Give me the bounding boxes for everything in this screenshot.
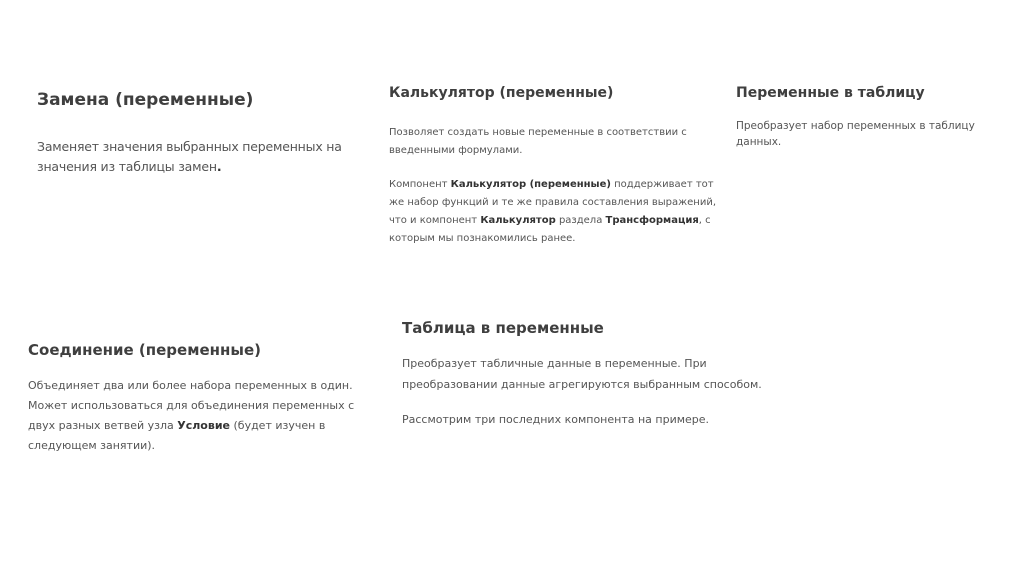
block-text: Преобразует табличные данные в переменные. При преобразовании данные агрегируются выбранным способом. — [402, 357, 762, 391]
block-variables-to-table — [736, 84, 1016, 150]
text-part: , с которым мы познакомились ранее. — [389, 215, 711, 244]
text-part: (будет изучен в следующем занятии). — [28, 419, 326, 452]
text-bold: Трансформация — [605, 215, 699, 226]
block-text — [28, 376, 373, 456]
block-title: Переменные в таблицу — [736, 85, 925, 101]
block-text — [37, 137, 382, 177]
text-bold: Условие — [177, 419, 230, 432]
text-part: раздела — [555, 215, 606, 226]
text-bold: Калькулятор (переменные) — [450, 179, 611, 190]
text-part: поддерживает тот же набор функций и те же правила составления выражений, что и компонент — [389, 179, 717, 226]
block-table-to-variables — [402, 318, 762, 430]
text-part: Заменяет значения выбранных переменных на значения из таблицы замен — [37, 139, 342, 174]
block-calculator-variables — [389, 84, 719, 248]
block-text — [389, 176, 719, 248]
block-title: Калькулятор (переменные) — [389, 85, 614, 101]
text-part: Объединяет два или более набора переменных в один. Может использоваться для объединения переменных с двух разных ветвей узла — [28, 379, 355, 432]
text-part: Компонент — [389, 179, 451, 190]
block-join-variables — [28, 340, 373, 456]
block-text: Преобразует набор переменных в таблицу данных. — [736, 120, 975, 148]
block-text: Рассмотрим три последних компонента на примере. — [402, 413, 710, 426]
text-bold: . — [216, 159, 222, 174]
text-bold: Калькулятор — [480, 215, 556, 226]
block-text: Позволяет создать новые переменные в соответствии с введенными формулами. — [389, 127, 687, 156]
block-title: Соединение (переменные) — [28, 341, 261, 359]
block-replace-variables — [37, 89, 382, 177]
block-title: Таблица в переменные — [402, 319, 604, 337]
block-title: Замена (переменные) — [37, 90, 254, 110]
